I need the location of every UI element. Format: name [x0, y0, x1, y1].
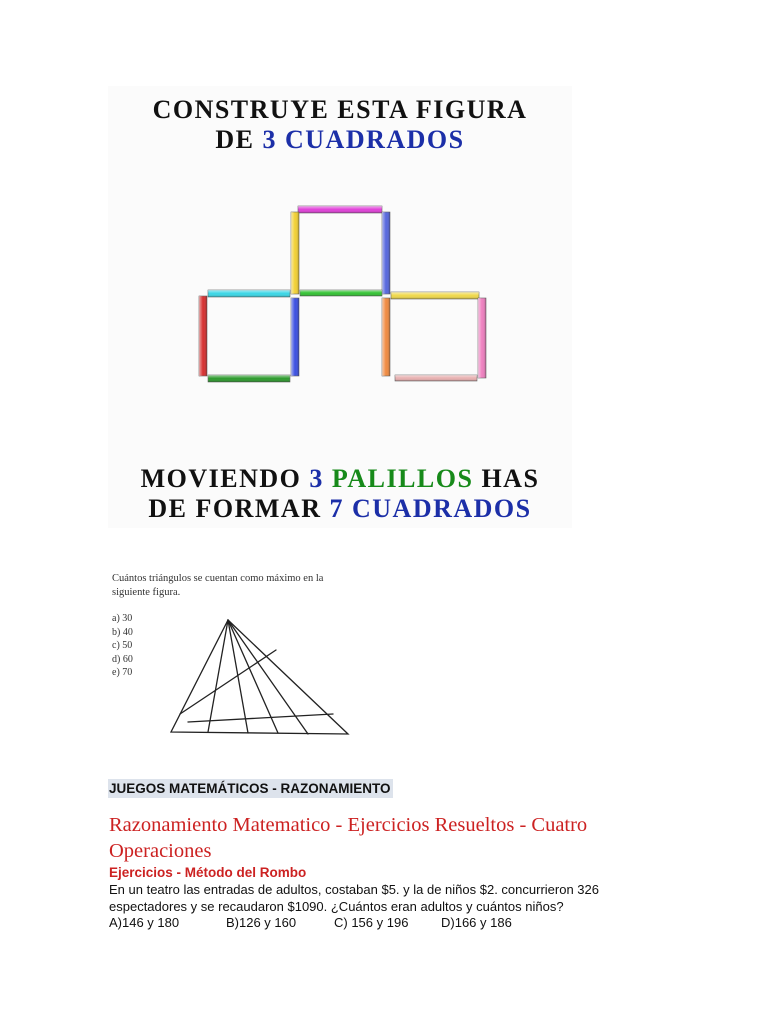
triangle-question-line2: siguiente figura.	[112, 587, 181, 598]
outer-triangle	[171, 620, 348, 734]
left-square	[199, 290, 299, 382]
option-e: e) 70	[112, 667, 133, 679]
puzzle-heading-line1: CONSTRUYE ESTA FIGURA	[152, 95, 528, 124]
problem-line1: En un teatro las entradas de adultos, costaban $5. y la de niños $2. concurrieron 326	[109, 882, 599, 897]
cross-line-2	[188, 714, 333, 722]
cross-line-1	[180, 650, 276, 714]
triangle-figure	[168, 614, 358, 738]
heading-prefix: DE	[215, 125, 263, 154]
answer-d: D)166 y 186	[441, 915, 512, 930]
article-title-line2[interactable]: Operaciones	[109, 840, 212, 862]
top-square	[291, 206, 390, 296]
right-square	[382, 292, 486, 381]
heading-number: 3	[262, 125, 277, 154]
apex-line-4	[228, 620, 308, 734]
answer-a: A)146 y 180	[109, 915, 180, 930]
problem-line2: espectadores y se recaudaron $1090. ¿Cuántos eran adultos y cuántos niños?	[109, 899, 564, 914]
footer1-highlight: PALILLOS	[323, 464, 474, 493]
answer-c: C) 156 y 196	[334, 915, 409, 930]
apex-line-1	[208, 620, 228, 732]
footer1-prefix: MOVIENDO	[140, 464, 310, 493]
option-a: a) 30	[112, 613, 133, 624]
exercise-subtitle: Ejercicios - Método del Rombo	[109, 865, 307, 880]
footer2-number: 7	[329, 494, 344, 523]
article-title[interactable]	[109, 812, 709, 864]
matchstick-puzzle	[108, 86, 572, 528]
puzzle-footer-line1	[108, 464, 572, 494]
matchstick-figure	[108, 86, 572, 528]
option-c: c) 50	[112, 640, 133, 652]
triangle-puzzle	[108, 568, 358, 738]
puzzle-footer-line2	[108, 494, 572, 524]
footer1-suffix: HAS	[473, 464, 540, 493]
heading-suffix: CUADRADOS	[277, 125, 465, 154]
triangle-question-line1: Cuántos triángulos se cuentan como máximo en la	[112, 573, 324, 584]
option-b: b) 40	[112, 626, 133, 638]
footer2-suffix: CUADRADOS	[343, 494, 532, 523]
option-list	[112, 612, 133, 680]
footer1-number: 3	[309, 464, 324, 493]
option-d: d) 60	[112, 653, 133, 665]
footer2-prefix: DE FORMAR	[148, 494, 330, 523]
problem-statement	[109, 881, 669, 915]
article-title-line1[interactable]: Razonamiento Matematico - Ejercicios Resueltos - Cuatro	[109, 814, 588, 836]
section-header: JUEGOS MATEMÁTICOS - RAZONAMIENTO	[109, 781, 391, 796]
answer-b: B)126 y 160	[226, 915, 297, 930]
